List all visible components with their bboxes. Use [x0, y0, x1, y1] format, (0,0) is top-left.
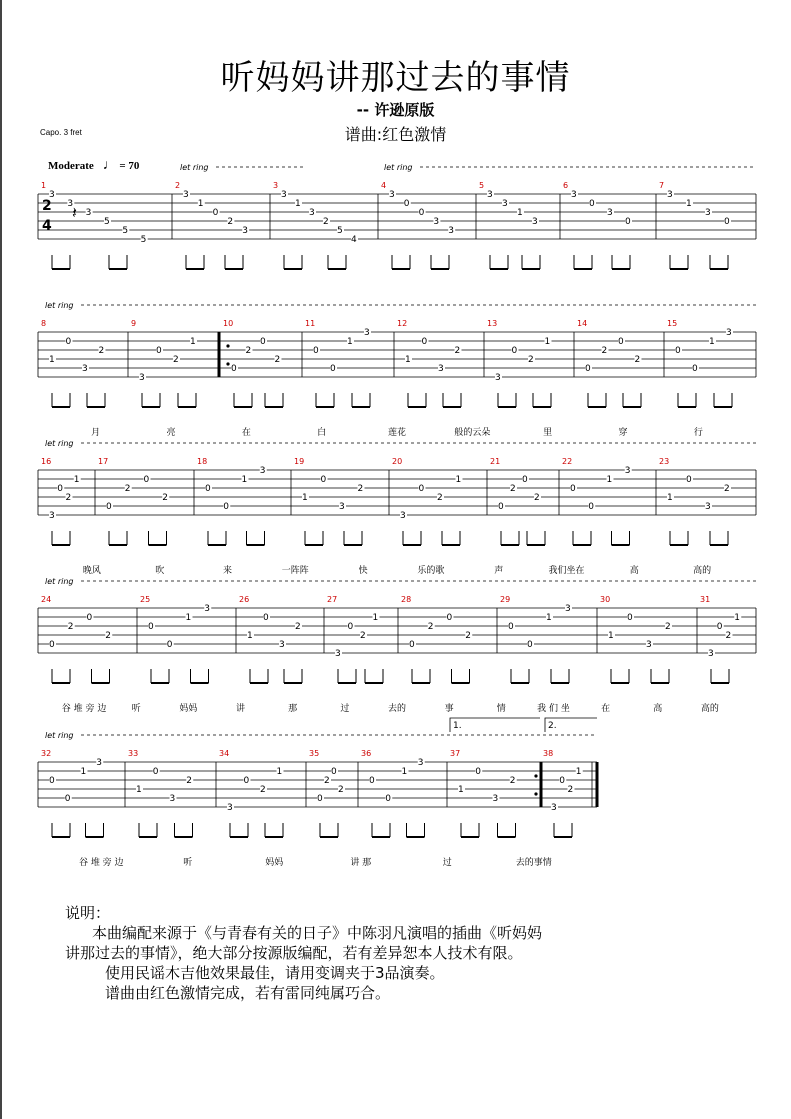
fret-number: 1 — [606, 475, 613, 485]
lyric-word: 高 — [653, 704, 663, 714]
lyric-word: 高的 — [700, 704, 719, 714]
fret-number: 3 — [646, 640, 652, 650]
fret-number: 5 — [122, 226, 129, 236]
fret-number: 3 — [169, 794, 176, 804]
fret-number: 2 — [227, 217, 234, 227]
volta-2-label: 2. — [548, 721, 557, 731]
fret-number: 1 — [247, 631, 253, 641]
lyric-word: 讲 — [236, 704, 246, 714]
measure-number: 30 — [600, 595, 611, 604]
fret-number: 3 — [502, 199, 508, 209]
repeat-dot — [534, 774, 537, 777]
fret-number: 2 — [725, 631, 732, 641]
measure-number: 36 — [361, 749, 372, 758]
measure-number: 22 — [562, 457, 573, 466]
fret-number: 0 — [212, 208, 219, 218]
measure-number: 24 — [41, 595, 52, 604]
measure-number: 38 — [543, 749, 554, 758]
fret-number: 0 — [627, 613, 633, 623]
fret-number: 0 — [522, 475, 528, 485]
fret-number: 2 — [360, 631, 366, 641]
notes-section — [65, 903, 705, 1003]
fret-number: 2 — [105, 631, 111, 641]
fret-number: 2 — [724, 484, 730, 494]
fret-number: 3 — [309, 208, 315, 218]
fret-number: 0 — [331, 767, 337, 777]
fret-number: 3 — [551, 803, 557, 813]
time-signature-bottom: 4 — [42, 218, 52, 234]
measure-number: 32 — [41, 749, 52, 758]
let-ring-label: let ring — [45, 439, 74, 448]
fret-number: 1 — [546, 613, 552, 623]
fret-number: 3 — [139, 373, 145, 383]
fret-number: 3 — [433, 217, 440, 227]
measure-number: 29 — [500, 595, 511, 604]
fret-number: 0 — [330, 364, 336, 374]
fret-number: 3 — [438, 364, 444, 374]
measure-number: 21 — [490, 457, 501, 466]
fret-number: 0 — [86, 613, 93, 623]
fret-number: 1 — [276, 767, 283, 777]
fret-number: 0 — [385, 794, 391, 804]
repeat-dot — [226, 362, 229, 365]
fret-number: 5 — [337, 226, 343, 236]
fret-number: 2 — [465, 631, 471, 641]
fret-number: 3 — [67, 199, 74, 209]
fret-number: 3 — [96, 758, 102, 768]
measure-number: 3 — [273, 181, 279, 190]
repeat-dot — [534, 792, 537, 795]
fret-number: 2 — [567, 785, 574, 795]
fret-number: 3 — [571, 190, 577, 200]
measure-number: 1 — [41, 181, 47, 190]
fret-number: 0 — [686, 475, 692, 485]
tempo-text: Moderate — [48, 160, 94, 172]
fret-number: 0 — [724, 217, 730, 227]
measure-number: 7 — [659, 181, 665, 190]
fret-number: 2 — [260, 785, 266, 795]
lyric-word: 般的云朵 — [454, 428, 491, 438]
fret-number: 3 — [448, 226, 454, 236]
measure-number: 6 — [563, 181, 569, 190]
fret-number: 0 — [421, 337, 428, 347]
volta-1-bracket — [450, 718, 540, 732]
fret-number: 1 — [405, 355, 411, 365]
fret-number: 0 — [475, 767, 481, 777]
fret-number: 1 — [80, 767, 87, 777]
fret-number: 2 — [601, 346, 608, 356]
fret-number: 3 — [708, 649, 714, 659]
lyric-word: 莲花 — [387, 428, 407, 438]
lyric-word: 妈妈 — [179, 704, 198, 714]
fret-number: 0 — [57, 484, 63, 494]
fret-number: 0 — [527, 640, 533, 650]
fret-number: 3 — [49, 190, 55, 200]
lyric-word: 谷 堆 旁 边 — [78, 858, 124, 868]
lyric-word: 月 — [91, 428, 101, 438]
fret-number: 0 — [166, 640, 173, 650]
fret-number: 1 — [709, 337, 715, 347]
measure-number: 18 — [197, 457, 208, 466]
fret-number: 1 — [667, 493, 673, 503]
fret-number: 3 — [335, 649, 341, 659]
page-subtitle: -- 许逊原版 — [356, 101, 435, 119]
fret-number: 2 — [509, 776, 516, 786]
fret-number: 0 — [618, 337, 624, 347]
fret-number: 2 — [67, 622, 74, 632]
fret-number: 3 — [495, 373, 501, 383]
fret-number: 1 — [185, 613, 192, 623]
fret-number: 3 — [417, 758, 424, 768]
let-ring-label: let ring — [180, 163, 209, 172]
fret-number: 2 — [427, 622, 434, 632]
fret-number: 0 — [418, 208, 425, 218]
time-signature-top: 2 — [42, 198, 52, 214]
lyric-word: 讲 那 — [350, 858, 372, 868]
lyric-word: 亮 — [166, 428, 176, 438]
fret-number: 2 — [295, 622, 301, 632]
notes-line-2: 讲那过去的事情》，绝大部分按源版编配，若有差异恕本人技术有限。 — [65, 944, 523, 962]
fret-number: 3 — [82, 364, 88, 374]
measure-number: 33 — [128, 749, 139, 758]
let-ring-label: let ring — [384, 163, 413, 172]
fret-number: 3 — [279, 640, 285, 650]
notes-line-3: 使用民谣木吉他效果最佳，请用变调夹于3品演奏。 — [105, 964, 445, 982]
lyric-word: 谷 堆 旁 边 — [61, 704, 107, 714]
fret-number: 1 — [608, 631, 614, 641]
fret-number: 1 — [347, 337, 353, 347]
fret-number: 0 — [49, 640, 55, 650]
measure-number: 26 — [239, 595, 250, 604]
measure-number: 16 — [41, 457, 52, 466]
fret-number: 3 — [85, 208, 92, 218]
lyric-word: 白 — [317, 428, 327, 438]
fret-number: 2 — [437, 493, 443, 503]
fret-number: 0 — [320, 475, 327, 485]
fret-number: 0 — [511, 346, 518, 356]
lyric-word: 在 — [241, 428, 251, 438]
measure-number: 27 — [327, 595, 338, 604]
lyric-word: 行 — [693, 428, 703, 438]
fret-number: 1 — [241, 475, 248, 485]
fret-number: 3 — [726, 328, 732, 338]
fret-number: 4 — [351, 235, 357, 245]
lyric-word: 吹 — [155, 566, 165, 576]
fret-number: 2 — [65, 493, 72, 503]
fret-number: 0 — [148, 622, 154, 632]
measure-number: 5 — [479, 181, 485, 190]
measure-number: 25 — [140, 595, 151, 604]
measure-number: 34 — [219, 749, 230, 758]
fret-number: 2 — [338, 785, 344, 795]
fret-number: 0 — [675, 346, 681, 356]
fret-number: 3 — [183, 190, 189, 200]
tempo-value: = 70 — [119, 160, 140, 172]
lyric-word: 声 — [494, 566, 504, 576]
fret-number: 0 — [223, 502, 229, 512]
fret-number: 0 — [508, 622, 514, 632]
lyric-word: 晚风 — [82, 566, 101, 576]
fret-number: 5 — [140, 235, 147, 245]
page-title: 听妈妈讲那过去的事情 — [220, 58, 571, 98]
measure-number: 28 — [401, 595, 412, 604]
measure-number: 11 — [305, 319, 316, 328]
measure-number: 19 — [294, 457, 305, 466]
measure-number: 23 — [659, 457, 670, 466]
fret-number: 0 — [347, 622, 354, 632]
lyric-word: 高的 — [693, 566, 712, 576]
fret-number: 3 — [204, 604, 210, 614]
fret-number: 0 — [570, 484, 576, 494]
lyric-word: 高 — [629, 566, 639, 576]
fret-number: 0 — [588, 502, 594, 512]
lyric-word: 我们坐在 — [548, 566, 585, 576]
fret-number: 1 — [544, 337, 551, 347]
fret-number: 1 — [197, 199, 204, 209]
fret-number: 3 — [565, 604, 571, 614]
lyric-word: 事 — [444, 704, 454, 714]
fret-number: 0 — [317, 794, 323, 804]
fret-number: 2 — [324, 776, 330, 786]
fret-number: 0 — [625, 217, 631, 227]
fret-number: 3 — [259, 466, 266, 476]
lyric-word: 一阵阵 — [281, 566, 309, 576]
fret-number: 1 — [517, 208, 523, 218]
fret-number: 2 — [173, 355, 179, 365]
fret-number: 0 — [231, 364, 237, 374]
lyric-word: 快 — [358, 566, 368, 576]
fret-number: 0 — [156, 346, 162, 356]
lyric-word: 情 — [496, 704, 506, 714]
fret-number: 1 — [190, 337, 196, 347]
fret-number: 0 — [369, 776, 375, 786]
measure-number: 20 — [392, 457, 403, 466]
measure-number: 9 — [131, 319, 137, 328]
fret-number: 1 — [401, 767, 408, 777]
fret-number: 3 — [281, 190, 287, 200]
lyric-word: 来 — [222, 566, 233, 576]
fret-number: 3 — [400, 511, 406, 521]
fret-number: 2 — [162, 493, 168, 503]
fret-number: 2 — [98, 346, 105, 356]
lyric-word: 听 — [183, 858, 193, 868]
let-ring-label: let ring — [45, 577, 74, 586]
fret-number: 2 — [454, 346, 461, 356]
fret-number: 3 — [532, 217, 538, 227]
lyric-word: 在 — [601, 704, 611, 714]
fret-number: 2 — [665, 622, 671, 632]
fret-number: 0 — [263, 613, 269, 623]
fret-number: 0 — [205, 484, 211, 494]
fret-number: 2 — [634, 355, 641, 365]
measure-number: 37 — [450, 749, 461, 758]
volta-1-label: 1. — [453, 721, 462, 731]
fret-number: 0 — [692, 364, 698, 374]
capo-text: Capo. 3 fret — [40, 128, 82, 137]
fret-number: 0 — [143, 475, 150, 485]
fret-number: 1 — [49, 355, 55, 365]
measure-number: 14 — [577, 319, 588, 328]
fret-number: 1 — [734, 613, 740, 623]
repeat-dot — [226, 344, 229, 347]
fret-number: 2 — [528, 355, 534, 365]
lyric-word: 听 — [131, 704, 141, 714]
lyric-word: 穿 — [618, 428, 628, 438]
fret-number: 3 — [705, 208, 711, 218]
lyric-word: 过 — [442, 858, 452, 868]
fret-number: 3 — [492, 794, 499, 804]
fret-number: 3 — [667, 190, 673, 200]
fret-number: 0 — [716, 622, 723, 632]
fret-number: 0 — [403, 199, 410, 209]
fret-number: 2 — [274, 355, 281, 365]
fret-number: 0 — [418, 484, 425, 494]
notes-line-4: 谱曲由红色激情完成，若有雷同纯属巧合。 — [105, 984, 391, 1002]
fret-number: 3 — [364, 328, 370, 338]
arranger-credit: 谱曲:红色激情 — [344, 125, 447, 144]
notes-heading: 说明： — [65, 904, 111, 922]
lyric-word: 乐的歌 — [417, 566, 445, 576]
fret-number: 3 — [487, 190, 493, 200]
fret-number: 0 — [313, 346, 319, 356]
quarter-note-icon: ♩ — [102, 158, 117, 173]
fret-number: 2 — [245, 346, 252, 356]
fret-number: 3 — [389, 190, 395, 200]
measure-number: 2 — [175, 181, 181, 190]
fret-number: 3 — [705, 502, 711, 512]
fret-number: 3 — [624, 466, 631, 476]
fret-number: 0 — [446, 613, 453, 623]
lyric-word: 去的 — [387, 704, 407, 714]
measure-number: 17 — [98, 457, 109, 466]
measure-number: 10 — [223, 319, 234, 328]
fret-number: 3 — [339, 502, 345, 512]
fret-number: 0 — [106, 502, 112, 512]
fret-number: 3 — [227, 803, 233, 813]
fret-number: 1 — [302, 493, 308, 503]
fret-number: 0 — [243, 776, 250, 786]
fret-number: 1 — [295, 199, 301, 209]
measure-number: 35 — [309, 749, 320, 758]
quarter-rest-icon: 𝄽 — [72, 203, 77, 222]
fret-number: 0 — [409, 640, 415, 650]
fret-number: 0 — [498, 502, 504, 512]
measure-number: 31 — [700, 595, 711, 604]
measure-number: 15 — [667, 319, 678, 328]
fret-number: 2 — [510, 484, 516, 494]
fret-number: 1 — [136, 785, 142, 795]
fret-number: 2 — [124, 484, 131, 494]
measure-number: 13 — [487, 319, 498, 328]
measure-number: 8 — [41, 319, 47, 328]
fret-number: 1 — [458, 785, 464, 795]
fret-number: 3 — [242, 226, 248, 236]
fret-number: 0 — [64, 794, 71, 804]
lyric-word: 妈妈 — [265, 858, 284, 868]
fret-number: 0 — [585, 364, 591, 374]
lyric-word: 我 们 坐 — [537, 704, 570, 714]
lyric-word: 那 — [288, 704, 298, 714]
fret-number: 2 — [357, 484, 364, 494]
fret-number: 0 — [49, 776, 55, 786]
measure-number: 12 — [397, 319, 408, 328]
fret-number: 1 — [686, 199, 692, 209]
fret-number: 1 — [73, 475, 80, 485]
lyric-word: 里 — [543, 428, 553, 438]
fret-number: 1 — [455, 475, 462, 485]
fret-number: 0 — [260, 337, 266, 347]
fret-number: 1 — [372, 613, 379, 623]
measure-number: 4 — [381, 181, 387, 190]
notes-line-1: 本曲编配来源于《与青春有关的日子》中陈羽凡演唱的插曲《听妈妈 — [92, 924, 543, 942]
fret-number: 3 — [49, 511, 55, 521]
fret-number: 1 — [575, 767, 582, 777]
fret-number: 0 — [589, 199, 595, 209]
fret-number: 2 — [323, 217, 329, 227]
fret-number: 2 — [186, 776, 192, 786]
lyric-word: 过 — [340, 704, 350, 714]
fret-number: 0 — [559, 776, 565, 786]
lyric-word: 去的事情 — [515, 858, 552, 868]
let-ring-label: let ring — [45, 301, 74, 310]
fret-number: 3 — [607, 208, 613, 218]
let-ring-label: let ring — [45, 731, 74, 740]
fret-number: 5 — [104, 217, 110, 227]
fret-number: 0 — [152, 767, 159, 777]
fret-number: 0 — [65, 337, 72, 347]
fret-number: 2 — [534, 493, 540, 503]
